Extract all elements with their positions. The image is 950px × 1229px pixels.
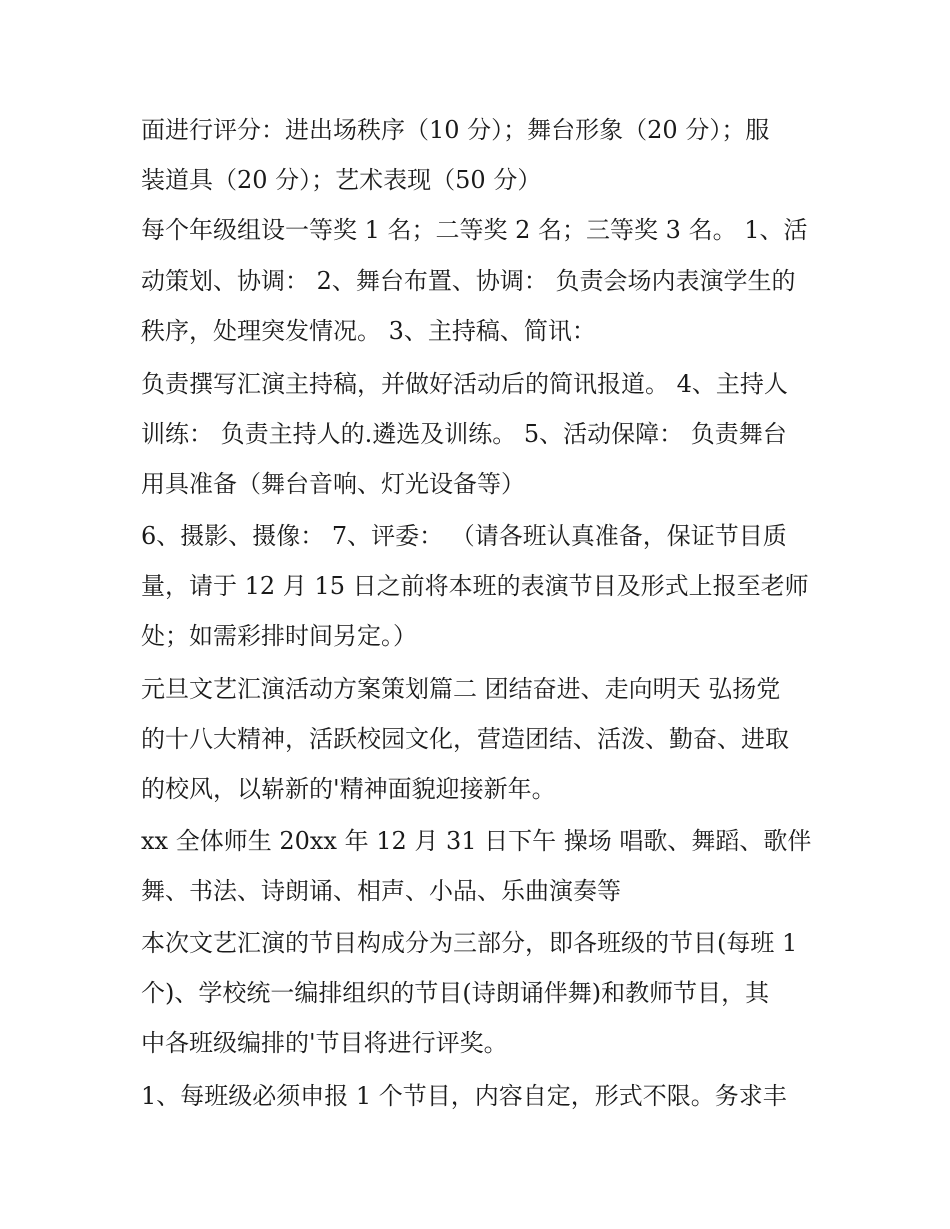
text-line: 的十八大精神，活跃校园文化，营造团结、活泼、勤奋、进取 — [141, 725, 789, 753]
text-line: 中各班级编排的'节目将进行评奖。 — [141, 1029, 508, 1057]
text-line: 本次文艺汇演的节目构成分为三部分，即各班级的节目(每班 1 — [141, 929, 798, 957]
text-line: 训练： 负责主持人的.遴选及训练。 5、活动保障： 负责舞台 — [141, 420, 787, 448]
text-line: 装道具（20 分）；艺术表现（50 分） — [141, 166, 542, 194]
text-line: 处；如需彩排时间另定。） — [141, 622, 417, 650]
text-line: 用具准备（舞台音响、灯光设备等） — [141, 470, 525, 498]
text-line: 元旦文艺汇演活动方案策划篇二 团结奋进、走向明天 弘扬党 — [141, 675, 781, 703]
text-line: 量，请于 12 月 15 日之前将本班的表演节目及形式上报至老师 — [141, 572, 809, 600]
text-line: 每个年级组设一等奖 1 名；二等奖 2 名；三等奖 3 名。 1、活 — [141, 216, 808, 244]
text-line: 动策划、协调： 2、舞台布置、协调： 负责会场内表演学生的 — [141, 267, 796, 295]
text-line: 负责撰写汇演主持稿，并做好活动后的简讯报道。 4、主持人 — [141, 370, 788, 398]
text-line: 个)、学校统一编排组织的节目(诗朗诵伴舞)和教师节目，其 — [141, 979, 770, 1007]
text-line: 的校风，以崭新的'精神面貌迎接新年。 — [141, 775, 556, 803]
text-line: 秩序，处理突发情况。 3、主持稿、简讯： — [141, 317, 596, 345]
text-line: 舞、书法、诗朗诵、相声、小品、乐曲演奏等 — [141, 877, 621, 905]
text-line: 1、每班级必须申报 1 个节目，内容自定，形式不限。务求丰 — [141, 1082, 787, 1110]
text-line: 6、摄影、摄像： 7、评委： （请各班认真准备，保证节目质 — [141, 522, 787, 550]
text-line: 面进行评分：进出场秩序（10 分）；舞台形象（20 分）；服 — [141, 116, 770, 144]
text-line: xx 全体师生 20xx 年 12 月 31 日下午 操场 唱歌、舞蹈、歌伴 — [141, 827, 812, 855]
